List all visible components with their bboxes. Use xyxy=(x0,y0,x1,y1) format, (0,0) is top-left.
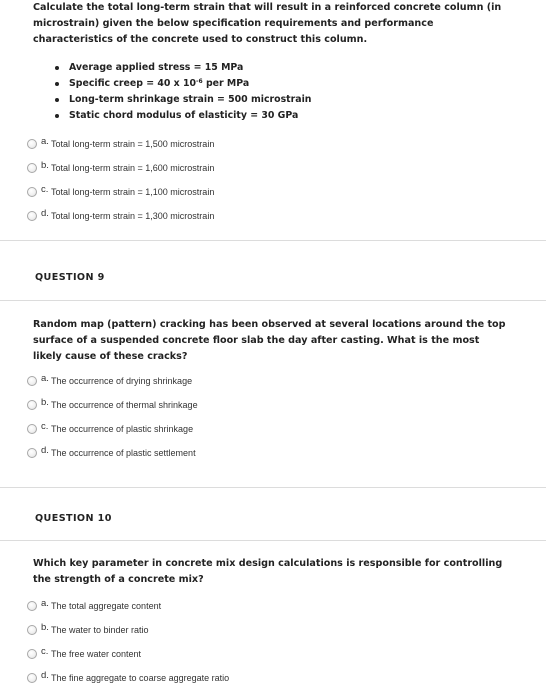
radio-button[interactable] xyxy=(27,424,37,434)
option-label: The occurrence of plastic settlement xyxy=(51,448,196,458)
option-label: The total aggregate content xyxy=(51,601,162,611)
radio-button[interactable] xyxy=(27,673,37,683)
radio-button[interactable] xyxy=(27,400,37,410)
spec-item: Long-term shrinkage strain = 500 microstrain xyxy=(55,92,311,108)
option-b[interactable] xyxy=(27,161,214,175)
option-label: Total long-term strain = 1,600 microstrain xyxy=(51,163,215,173)
option-c[interactable] xyxy=(27,647,141,661)
option-label: Total long-term strain = 1,300 microstrain xyxy=(51,211,215,221)
option-d[interactable] xyxy=(27,446,196,460)
question-10-panel xyxy=(0,540,546,700)
question-9-header: QUESTION 9 xyxy=(35,272,105,283)
option-letter: b. xyxy=(41,396,49,408)
option-b[interactable] xyxy=(27,398,198,412)
option-letter: c. xyxy=(41,645,49,657)
option-letter: a. xyxy=(41,597,49,609)
question-10-prompt: Which key parameter in concrete mix design calculations is responsible for controlling the strength of a concrete mix? xyxy=(33,558,503,585)
question-8-prompt: Calculate the total long-term strain that will result in a reinforced concrete column (in microstrain) given the below specification requirements and performance characteristics of the concrete used to construct this column. xyxy=(33,2,502,45)
option-d[interactable] xyxy=(27,671,229,685)
option-label: The water to binder ratio xyxy=(51,625,149,635)
spec-item: Average applied stress = 15 MPa xyxy=(55,60,311,76)
option-a[interactable] xyxy=(27,137,214,151)
option-label: The occurrence of drying shrinkage xyxy=(51,376,193,386)
radio-button[interactable] xyxy=(27,448,37,458)
radio-button[interactable] xyxy=(27,211,37,221)
question-8-panel xyxy=(0,0,546,241)
option-b[interactable] xyxy=(27,623,149,637)
option-letter: d. xyxy=(41,207,49,219)
question-9-panel xyxy=(0,300,546,488)
radio-button[interactable] xyxy=(27,376,37,386)
radio-button[interactable] xyxy=(27,601,37,611)
spec-item: Specific creep = 40 x $10^{-6}$ per MPa xyxy=(55,76,311,92)
option-label: The fine aggregate to coarse aggregate ratio xyxy=(51,673,230,683)
option-c[interactable] xyxy=(27,422,193,436)
option-label: The occurrence of plastic shrinkage xyxy=(51,424,194,434)
radio-button[interactable] xyxy=(27,163,37,173)
option-letter: c. xyxy=(41,183,49,195)
radio-button[interactable] xyxy=(27,139,37,149)
option-c[interactable] xyxy=(27,185,214,199)
option-letter: c. xyxy=(41,420,49,432)
option-label: Total long-term strain = 1,500 microstrain xyxy=(51,139,215,149)
option-letter: d. xyxy=(41,444,49,456)
spec-item: Static chord modulus of elasticity = 30 GPa xyxy=(55,108,311,124)
question-10-header: QUESTION 10 xyxy=(35,513,112,524)
question-9-prompt: Random map (pattern) cracking has been observed at several locations around the top surface of a suspended concrete floor slab the day after casting. What is the most likely cause of these cracks? xyxy=(33,319,506,362)
option-a[interactable] xyxy=(27,374,192,388)
option-label: The occurrence of thermal shrinkage xyxy=(51,400,198,410)
option-d[interactable] xyxy=(27,209,214,223)
specification-list xyxy=(55,60,311,124)
option-a[interactable] xyxy=(27,599,161,613)
radio-button[interactable] xyxy=(27,625,37,635)
option-letter: a. xyxy=(41,372,49,384)
option-letter: b. xyxy=(41,621,49,633)
option-label: The free water content xyxy=(51,649,142,659)
radio-button[interactable] xyxy=(27,187,37,197)
option-letter: b. xyxy=(41,159,49,171)
option-letter: a. xyxy=(41,135,49,147)
option-letter: d. xyxy=(41,669,49,681)
option-label: Total long-term strain = 1,100 microstrain xyxy=(51,187,215,197)
radio-button[interactable] xyxy=(27,649,37,659)
